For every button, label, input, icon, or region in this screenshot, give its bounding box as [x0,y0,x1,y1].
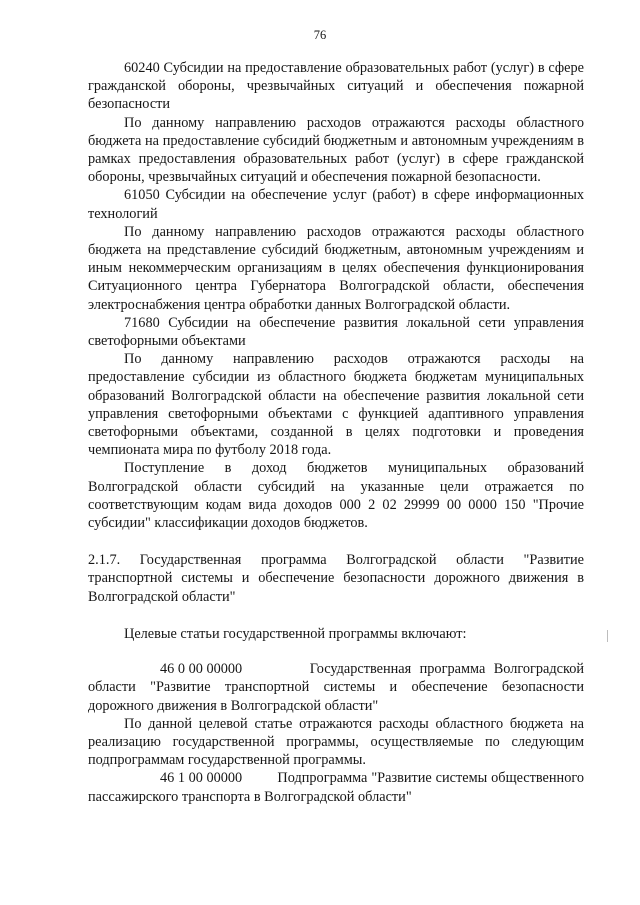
paragraph-revenue-note: Поступление в доход бюджетов муниципальных образований Волгоградской области субсидий на указанные цели отражается по соответствующим кодам вида доходов 000 2 02 29999 00 0000 150 "Прочие субсидии" классификации доходов бюджетов. [88,460,584,532]
paragraph-60240-description: По данному направлению расходов отражаются расходы областного бюджета на предоставление субсидий бюджетным и автономным учреждениям в рамках предоставления образовательных работ (услуг) в сфере гражданской обороны, чрезвычайных ситуаций и обеспечения пожарной безопасности. [88,114,584,186]
program-description: По данной целевой статье отражаются расходы областного бюджета на реализацию государственной программы, осуществляемые по следующим подпрограммам государственной программы. [88,715,584,769]
subprogram-entry [88,769,584,805]
spacer [88,643,584,660]
paragraph-61050-description: По данному направлению расходов отражаются расходы областного бюджета на представление субсидий бюджетным, автономным учреждениям и иным некоммерческим организациям в целях обеспечения функционирования Ситуационного центра Губернатора Волгоградской области, обеспечения электроснабжения центра обработки данных Волгоградской области. [88,223,584,313]
subprogram-title: Подпрограмма "Развитие системы общественного пассажирского транспорта в Волгоградской области" [88,770,584,805]
spacer [88,532,584,551]
paragraph-71680-title: 71680 Субсидии на обеспечение развития локальной сети управления светофорными объектами [88,314,584,350]
scan-margin-mark [607,630,608,642]
program-title: Государственная программа Волгоградской области "Развитие транспортной системы и обеспечение безопасности дорожного движения в Волгоградской области" [88,661,584,714]
page-number: 76 [313,28,327,42]
document-body [88,59,584,806]
paragraph-71680-description: По данному направлению расходов отражаются расходы на предоставление субсидии из областного бюджета бюджетам муниципальных образований Волгоградской области на обеспечение развития локальной сети управления светофорными объектами с функцией адаптивного управления светофорными объектами, созданной в целях подготовки и проведения чемпионата мира по футболу 2018 года. [88,351,584,459]
subprogram-code: 46 1 00 00000 [160,770,243,787]
program-entry [88,660,584,715]
section-heading: 2.1.7. Государственная программа Волгоградской области "Развитие транспортной системы и обеспечение безопасности дорожного движения в Волгоградской области" [88,552,584,605]
paragraph-60240-title: 60240 Субсидии на предоставление образовательных работ (услуг) в сфере гражданской обороны, чрезвычайных ситуаций и обеспечения пожарной безопасности [88,60,584,113]
spacer [88,606,584,625]
intro-line: Целевые статьи государственной программы включают: [124,625,467,642]
paragraph-61050-title: 61050 Субсидии на обеспечение услуг (работ) в сфере информационных технологий [88,187,584,222]
program-code: 46 0 00 00000 [160,661,243,678]
